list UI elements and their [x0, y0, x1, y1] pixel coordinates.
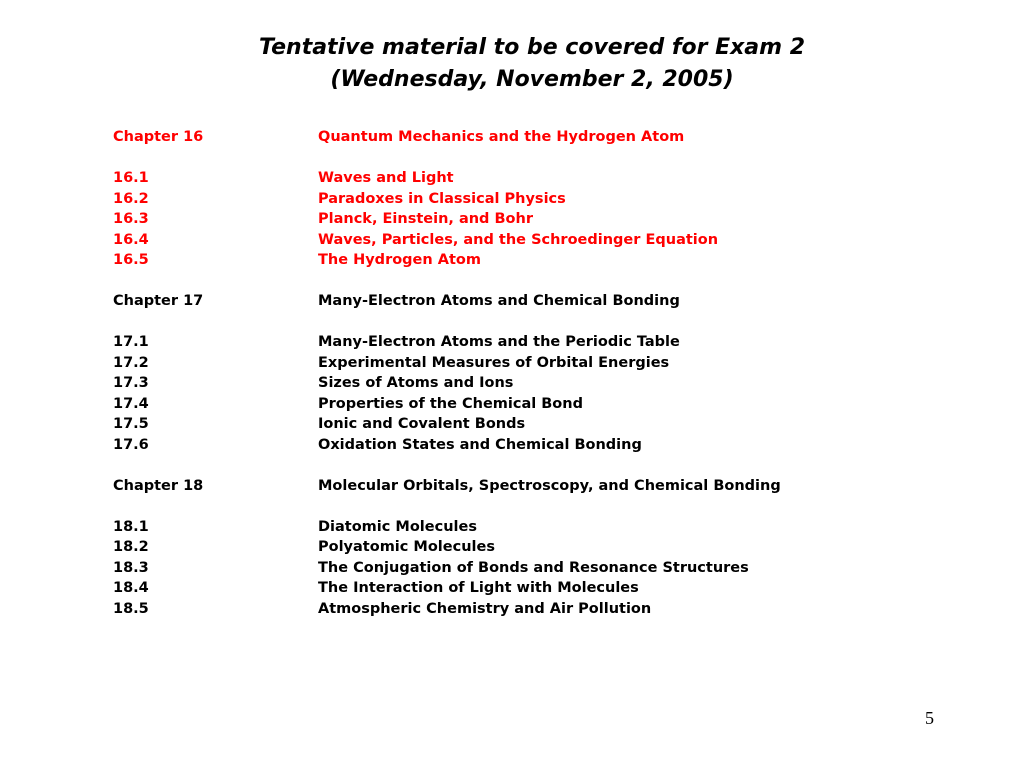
section-number: 17.4: [113, 395, 149, 412]
section-title: Planck, Einstein, and Bohr: [318, 211, 533, 227]
section-row: [113, 517, 781, 538]
section-title: The Hydrogen Atom: [318, 252, 481, 268]
section-row: [113, 189, 781, 210]
section-row: [113, 394, 781, 415]
chapter-18: [113, 476, 781, 620]
title-line-1: Tentative material to be covered for Exam 2: [258, 35, 806, 60]
section-number: 18.1: [113, 518, 149, 535]
section-title: Properties of the Chemical Bond: [318, 395, 583, 412]
section-number: 17.5: [113, 416, 149, 432]
chapter-heading: [113, 476, 781, 497]
section-number: 17.6: [113, 436, 149, 453]
section-number: 18.5: [113, 600, 149, 617]
chapter-number: Chapter 18: [113, 477, 204, 494]
chapter-17: [113, 291, 781, 455]
chapter-number: Chapter 16: [113, 129, 204, 145]
chapter-title: Molecular Orbitals, Spectroscopy, and Chemical Bonding: [318, 477, 781, 494]
section-row: [113, 209, 781, 230]
chapter-16: [113, 127, 781, 271]
section-row: [113, 435, 781, 456]
section-row: [113, 599, 781, 620]
section-number: 16.5: [113, 252, 149, 268]
section-title: Polyatomic Molecules: [318, 539, 495, 555]
section-title: Sizes of Atoms and Ions: [318, 375, 514, 391]
section-number: 16.2: [113, 190, 149, 207]
section-title: Experimental Measures of Orbital Energies: [318, 354, 670, 371]
section-row: [113, 373, 781, 394]
chapter-heading: [113, 291, 781, 312]
section-number: 18.4: [113, 580, 149, 596]
page-number: 5: [925, 708, 934, 728]
section-number: 16.1: [113, 170, 149, 186]
section-row: [113, 578, 781, 599]
chapter-number: Chapter 17: [113, 293, 204, 309]
section-title: Atmospheric Chemistry and Air Pollution: [318, 600, 652, 617]
section-title: Diatomic Molecules: [318, 518, 477, 535]
section-row: [113, 250, 781, 271]
section-number: 16.4: [113, 231, 149, 248]
section-number: 18.2: [113, 539, 149, 555]
section-row: [113, 414, 781, 435]
section-number: 17.3: [113, 375, 149, 391]
section-number: 16.3: [113, 211, 149, 227]
section-row: [113, 332, 781, 353]
slide-title: [0, 32, 1024, 96]
section-number: 18.3: [113, 559, 149, 576]
section-title: Waves and Light: [318, 170, 454, 186]
section-title: Waves, Particles, and the Schroedinger Equation: [318, 231, 719, 248]
section-number: 17.2: [113, 354, 149, 371]
chapter-heading: [113, 127, 781, 148]
chapter-title: Quantum Mechanics and the Hydrogen Atom: [318, 129, 685, 145]
exam-topics: [113, 127, 781, 619]
section-title: Oxidation States and Chemical Bonding: [318, 436, 642, 453]
section-number: 17.1: [113, 334, 149, 350]
section-row: [113, 230, 781, 251]
chapter-title: Many-Electron Atoms and Chemical Bonding: [318, 293, 680, 309]
section-row: [113, 558, 781, 579]
section-title: Ionic and Covalent Bonds: [318, 416, 526, 432]
section-title: Many-Electron Atoms and the Periodic Table: [318, 334, 680, 350]
title-line-2: (Wednesday, November 2, 2005): [330, 67, 734, 92]
section-row: [113, 537, 781, 558]
section-title: Paradoxes in Classical Physics: [318, 190, 566, 207]
section-title: The Interaction of Light with Molecules: [318, 580, 639, 596]
section-title: The Conjugation of Bonds and Resonance Structures: [318, 559, 749, 576]
section-row: [113, 353, 781, 374]
section-row: [113, 168, 781, 189]
